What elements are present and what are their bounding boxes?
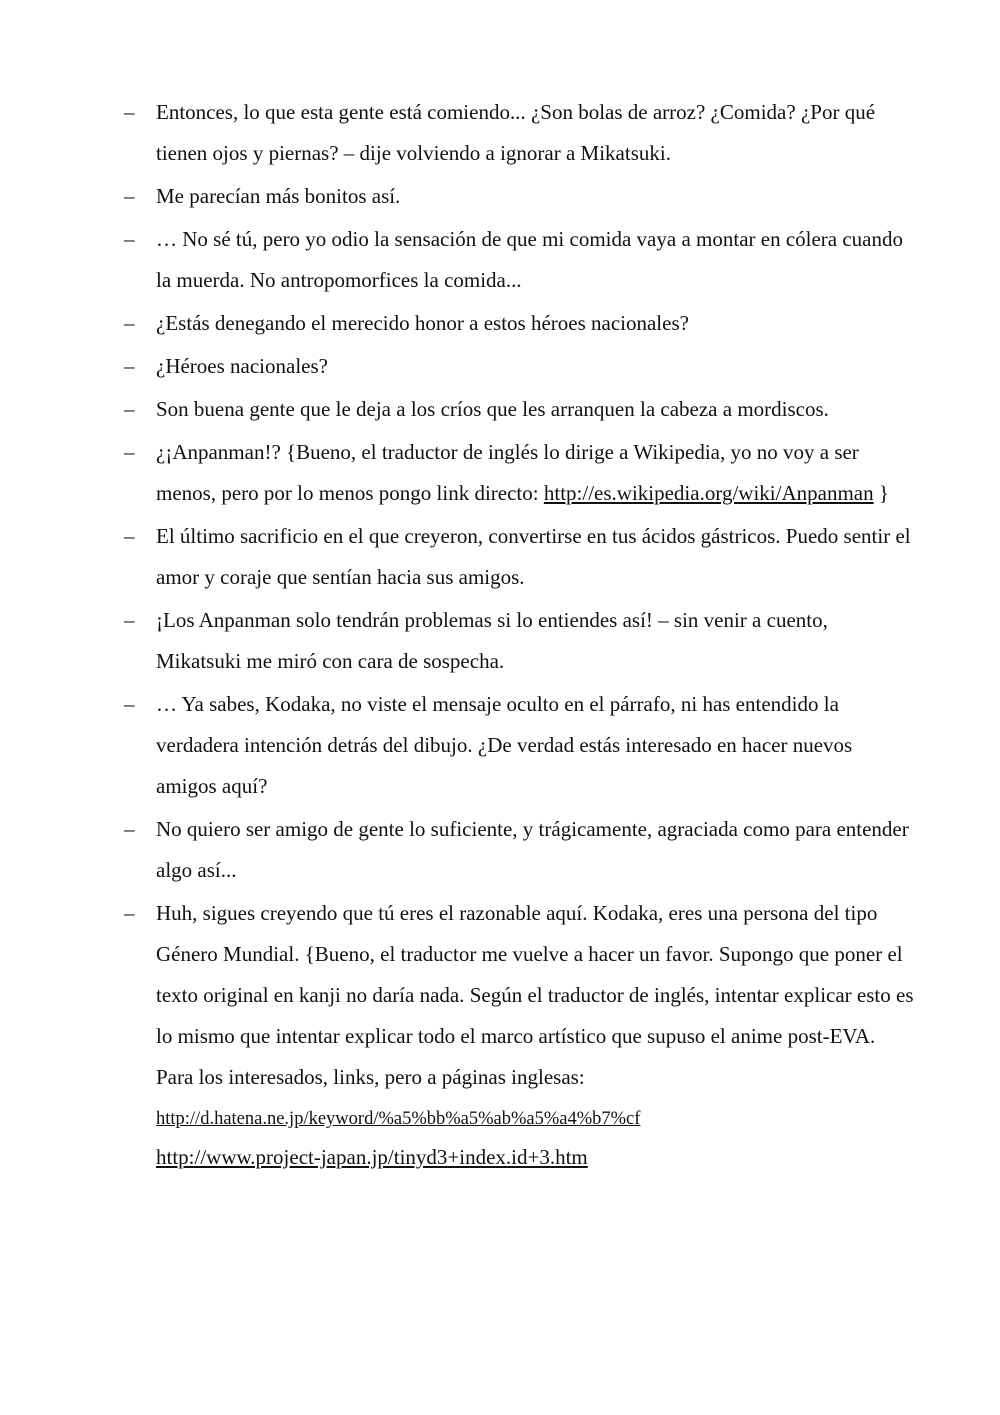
item-text: ¿¡Anpanman!? {Bueno, el traductor de inglés lo dirige a Wikipedia, yo no voy a ser menos, pero por lo menos pongo link directo:	[156, 440, 859, 505]
item-text: Me parecían más bonitos así.	[156, 184, 401, 208]
wikipedia-link[interactable]: http://es.wikipedia.org/wiki/Anpanman	[543, 481, 874, 505]
list-item	[124, 219, 914, 301]
dash-bullet: –	[124, 608, 135, 632]
list-item	[124, 893, 914, 1098]
dash-bullet: –	[124, 817, 135, 841]
dash-bullet: –	[124, 184, 135, 208]
list-item	[124, 303, 914, 344]
list-item	[124, 389, 914, 430]
list-item	[124, 809, 914, 891]
item-text: ¿Estás denegando el merecido honor a estos héroes nacionales?	[156, 311, 689, 335]
dash-bullet: –	[124, 901, 135, 925]
hatena-link[interactable]: http://d.hatena.ne.jp/keyword/%a5%bb%a5%ab%a5%a4%b7%cf	[156, 1109, 641, 1129]
list-item	[124, 92, 914, 174]
item-text: Huh, sigues creyendo que tú eres el razonable aquí. Kodaka, eres una persona del tipo Género Mundial. {Bueno, el traductor me vuelve a hacer un favor. Supongo que poner el texto original en kanji no daría nada. Según el traductor de inglés, intentar explicar esto es lo mismo que intentar explicar todo el marco artístico que supuso el anime post-EVA. Para los interesados, links, pero a páginas inglesas:	[156, 901, 914, 1089]
list-item	[124, 516, 914, 598]
project-japan-link[interactable]: http://www.project-japan.jp/tinyd3+index.id+3.htm	[156, 1145, 588, 1169]
item-text: … Ya sabes, Kodaka, no viste el mensaje oculto en el párrafo, ni has entendido la verdadera intención detrás del dibujo. ¿De verdad estás interesado en hacer nuevos amigos aquí?	[156, 692, 853, 798]
item-text: ¡Los Anpanman solo tendrán problemas si lo entiendes así! – sin venir a cuento, Mikatsuki me miró con cara de sospecha.	[156, 608, 828, 673]
dash-bullet: –	[124, 440, 135, 464]
dash-bullet: –	[124, 100, 135, 124]
dash-bullet: –	[124, 397, 135, 421]
item-text: Entonces, lo que esta gente está comiendo... ¿Son bolas de arroz? ¿Comida? ¿Por qué tienen ojos y piernas? – dije volviendo a ignorar a Mikatsuki.	[156, 100, 876, 165]
dash-bullet: –	[124, 354, 135, 378]
list-item	[124, 346, 914, 387]
dash-bullet: –	[124, 524, 135, 548]
item-text-after: }	[873, 481, 889, 505]
hatena-link-line	[124, 1100, 914, 1138]
item-text: El último sacrificio en el que creyeron, convertirse en tus ácidos gástricos. Puedo sentir el amor y coraje que sentían hacia sus amigos.	[156, 524, 911, 589]
list-item	[124, 684, 914, 807]
dash-bullet: –	[124, 692, 135, 716]
dash-bullet: –	[124, 227, 135, 251]
item-text: ¿Héroes nacionales?	[156, 354, 328, 378]
project-japan-link-line	[124, 1138, 914, 1176]
item-text: No quiero ser amigo de gente lo suficiente, y trágicamente, agraciada como para entender algo así...	[156, 817, 909, 882]
list-item	[124, 600, 914, 682]
dialogue-list	[124, 92, 914, 1176]
dash-bullet: –	[124, 311, 135, 335]
item-text: Son buena gente que le deja a los críos que les arranquen la cabeza a mordiscos.	[156, 397, 829, 421]
item-text: … No sé tú, pero yo odio la sensación de que mi comida vaya a montar en cólera cuando la muerda. No antropomorfices la comida...	[156, 227, 904, 292]
list-item	[124, 176, 914, 217]
list-item	[124, 432, 914, 514]
